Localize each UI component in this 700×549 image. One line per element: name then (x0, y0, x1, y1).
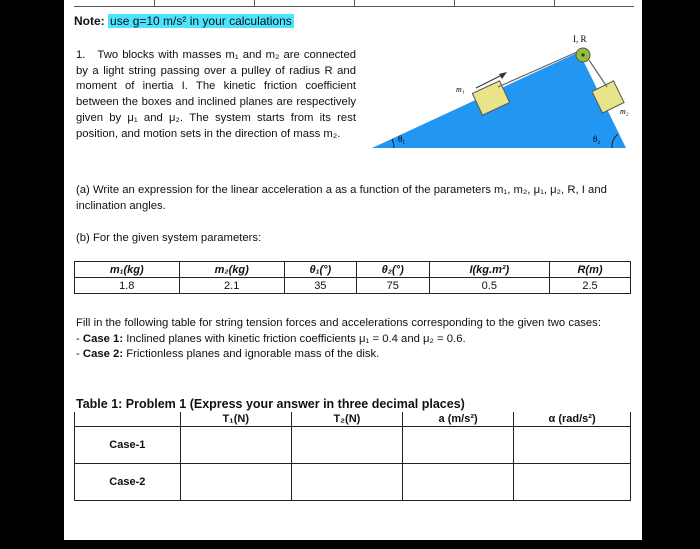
answer-cell[interactable] (180, 464, 291, 501)
param-value: 2.5 (550, 278, 631, 294)
param-header: R(m) (550, 262, 631, 278)
case2-line: - Case 2: Frictionless planes and ignorable mass of the disk. (76, 348, 380, 361)
param-value: 0.5 (429, 278, 549, 294)
incline-figure (364, 30, 634, 155)
param-header: θ₂(°) (356, 262, 429, 278)
theta1-label: θ₁ (398, 134, 406, 144)
arrow-up-incline-head (499, 72, 507, 79)
results-header: T₂(N) (291, 412, 402, 427)
m1-label: m₁ (456, 85, 465, 94)
fill-intro: Fill in the following table for string tension forces and accelerations corresponding to the given two cases: (76, 317, 601, 329)
case1-label: Case 1: (82, 332, 124, 345)
row-label: Case-1 (75, 427, 181, 464)
answer-cell[interactable] (514, 464, 631, 501)
results-row-case1 (75, 427, 631, 464)
problem-number: 1. (76, 49, 86, 61)
fill-instructions (76, 316, 636, 363)
param-header: m₂(kg) (179, 262, 284, 278)
answer-cell[interactable] (180, 427, 291, 464)
pulley-axle (581, 53, 584, 56)
note-label: Note: (74, 14, 105, 28)
pulley-label: I, R (573, 34, 587, 44)
results-table-title: Table 1: Problem 1 (Express your answer in three decimal places) (76, 397, 465, 411)
results-header: T₁(N) (180, 412, 291, 427)
params-header-row (75, 262, 631, 278)
param-header: θ₁(°) (284, 262, 356, 278)
results-table (74, 412, 631, 501)
answer-cell[interactable] (403, 427, 514, 464)
case1-text: Inclined planes with kinetic friction coefficients μ₁ = 0.4 and μ₂ = 0.6. (126, 332, 466, 345)
results-header (75, 412, 181, 427)
document-page (64, 0, 642, 540)
param-value: 75 (356, 278, 429, 294)
answer-cell[interactable] (291, 427, 402, 464)
top-table-edge (74, 0, 634, 7)
param-value: 35 (284, 278, 356, 294)
case1-line: - Case 1: Inclined planes with kinetic friction coefficients μ₁ = 0.4 and μ₂ = 0.6. (76, 332, 466, 345)
params-value-row (75, 278, 631, 294)
part-a: (a) Write an expression for the linear acceleration a as a function of the parameters m₁, m₂, μ₁, μ₂, R, I and inclination angles. (76, 184, 607, 212)
note (74, 14, 294, 28)
param-value: 1.8 (75, 278, 180, 294)
row-label: Case-2 (75, 464, 181, 501)
results-header-row (75, 412, 631, 427)
theta2-label: θ₂ (593, 134, 601, 144)
part-b: (b) For the given system parameters: (76, 232, 262, 244)
answer-cell[interactable] (403, 464, 514, 501)
results-header: α (rad/s²) (514, 412, 631, 427)
parameters-table (74, 261, 631, 294)
param-value: 2.1 (179, 278, 284, 294)
param-header: m₁(kg) (75, 262, 180, 278)
note-highlight: use g=10 m/s² in your calculations (110, 14, 292, 28)
case2-text: Frictionless planes and ignorable mass of the disk. (126, 348, 380, 361)
answer-cell[interactable] (291, 464, 402, 501)
results-row-case2 (75, 464, 631, 501)
results-header: a (m/s²) (403, 412, 514, 427)
problem-text: Two blocks with masses m₁ and m₂ are connected by a light string passing over a pulley of radius R and moment of inertia I. The kinetic friction coefficient between the boxes and inclined planes are respectively given by μ₁ and μ₂. The system starts from its rest position, and motion sets in the direction of mass m₂. (76, 49, 357, 140)
problem-statement (76, 48, 356, 142)
m2-label: m₂ (620, 107, 629, 116)
param-header: I(kg.m²) (429, 262, 549, 278)
answer-cell[interactable] (514, 427, 631, 464)
case2-label: Case 2: (82, 348, 124, 361)
